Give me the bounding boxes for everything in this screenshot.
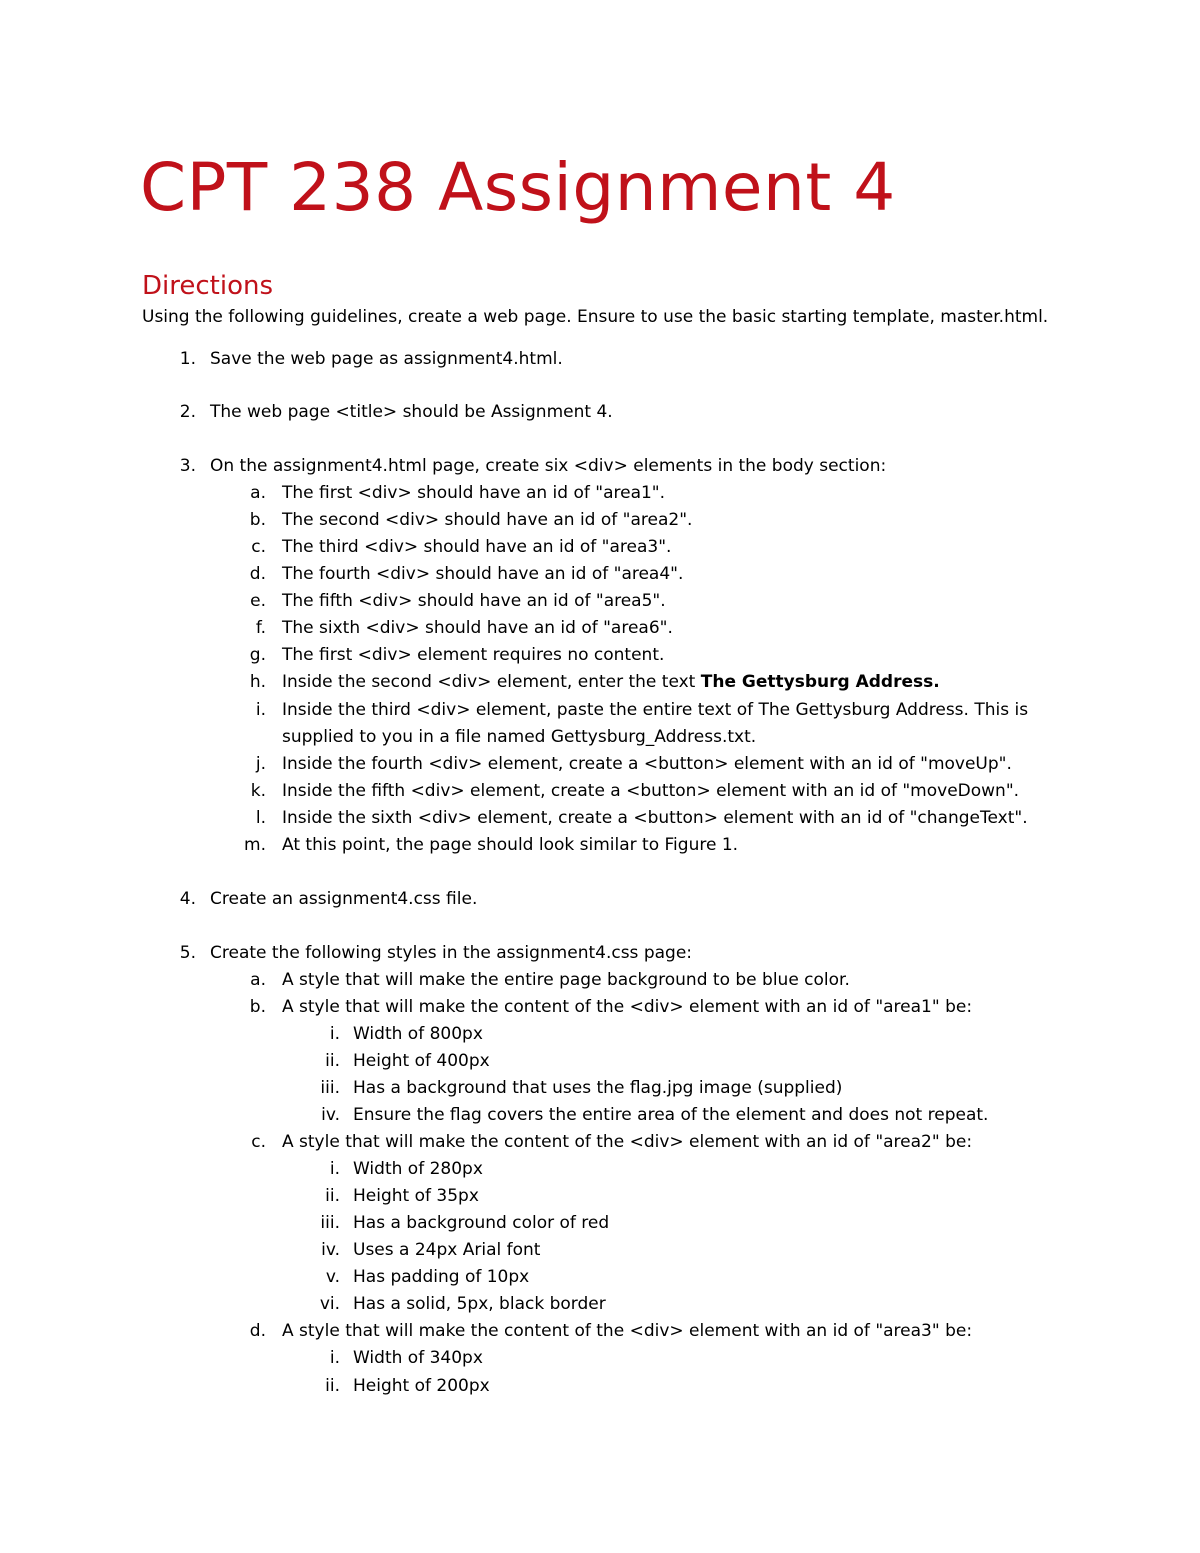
list-marker: a. bbox=[250, 970, 266, 990]
list-marker: h. bbox=[249, 672, 266, 692]
list-item: Height of 400px bbox=[353, 1051, 490, 1071]
list-marker: l. bbox=[255, 808, 266, 828]
list-item bbox=[282, 669, 940, 695]
list-item: Has padding of 10px bbox=[353, 1267, 530, 1287]
list-item-continuation: supplied to you in a file named Gettysburg_Address.txt. bbox=[282, 727, 757, 747]
item-text: Inside the second <div> element, enter the text bbox=[282, 672, 701, 692]
list-item: Inside the fifth <div> element, create a <button> element with an id of "moveDown". bbox=[282, 781, 1020, 801]
list-item: The third <div> should have an id of "area3". bbox=[282, 537, 672, 557]
list-marker: c. bbox=[251, 1132, 266, 1152]
list-item: A style that will make the entire page background to be blue color. bbox=[282, 970, 850, 990]
page-title: CPT 238 Assignment 4 bbox=[140, 149, 896, 226]
list-marker: iii. bbox=[320, 1213, 340, 1233]
list-marker: d. bbox=[249, 1321, 266, 1341]
list-item: The fifth <div> should have an id of "area5". bbox=[282, 591, 666, 611]
list-marker: i. bbox=[255, 700, 266, 720]
list-item: Inside the fourth <div> element, create a <button> element with an id of "moveUp". bbox=[282, 754, 1012, 774]
list-item: Create an assignment4.css file. bbox=[210, 889, 478, 909]
list-item: Has a background color of red bbox=[353, 1213, 610, 1233]
list-item: Height of 35px bbox=[353, 1186, 479, 1206]
list-item: Has a background that uses the flag.jpg image (supplied) bbox=[353, 1078, 843, 1098]
list-marker: d. bbox=[249, 564, 266, 584]
list-item: Ensure the flag covers the entire area of the element and does not repeat. bbox=[353, 1105, 989, 1125]
list-item: The sixth <div> should have an id of "area6". bbox=[282, 618, 673, 638]
list-item: A style that will make the content of the <div> element with an id of "area2" be: bbox=[282, 1132, 973, 1152]
list-marker: i. bbox=[329, 1159, 340, 1179]
list-item: The first <div> should have an id of "area1". bbox=[282, 483, 666, 503]
list-marker: iii. bbox=[320, 1078, 340, 1098]
list-item: Height of 200px bbox=[353, 1376, 490, 1396]
list-item: The fourth <div> should have an id of "area4". bbox=[282, 564, 684, 584]
list-item: A style that will make the content of the <div> element with an id of "area1" be: bbox=[282, 997, 973, 1017]
list-marker: iv. bbox=[321, 1240, 340, 1260]
list-marker: 5. bbox=[179, 943, 196, 963]
list-item: On the assignment4.html page, create six <div> elements in the body section: bbox=[210, 456, 887, 476]
list-item: Width of 280px bbox=[353, 1159, 483, 1179]
list-marker: ii. bbox=[325, 1186, 340, 1206]
list-item: The first <div> element requires no content. bbox=[282, 645, 665, 665]
list-marker: k. bbox=[250, 781, 266, 801]
list-item: Save the web page as assignment4.html. bbox=[210, 349, 563, 369]
list-marker: ii. bbox=[325, 1376, 340, 1396]
list-item: At this point, the page should look similar to Figure 1. bbox=[282, 835, 739, 855]
list-marker: b. bbox=[249, 510, 266, 530]
list-marker: m. bbox=[244, 835, 266, 855]
list-item: The second <div> should have an id of "area2". bbox=[282, 510, 693, 530]
list-marker: j. bbox=[255, 754, 266, 774]
list-marker: g. bbox=[249, 645, 266, 665]
section-heading: Directions bbox=[142, 271, 274, 301]
intro-paragraph: Using the following guidelines, create a web page. Ensure to use the basic starting template, master.html. bbox=[142, 307, 1049, 327]
list-item: Inside the sixth <div> element, create a <button> element with an id of "changeText". bbox=[282, 808, 1028, 828]
list-marker: i. bbox=[329, 1024, 340, 1044]
list-marker: 2. bbox=[179, 402, 196, 422]
list-marker: f. bbox=[255, 618, 266, 638]
list-item: A style that will make the content of the <div> element with an id of "area3" be: bbox=[282, 1321, 973, 1341]
bold-phrase: The Gettysburg Address. bbox=[700, 672, 940, 692]
list-marker: 1. bbox=[179, 349, 196, 369]
list-marker: 4. bbox=[179, 889, 196, 909]
list-item: Inside the third <div> element, paste the entire text of The Gettysburg Address. This is bbox=[282, 700, 1029, 720]
list-item: Width of 340px bbox=[353, 1348, 483, 1368]
list-item: The web page <title> should be Assignment 4. bbox=[210, 402, 613, 422]
list-item: Has a solid, 5px, black border bbox=[353, 1294, 606, 1314]
list-marker: vi. bbox=[319, 1294, 340, 1314]
list-marker: a. bbox=[250, 483, 266, 503]
list-marker: iv. bbox=[321, 1105, 340, 1125]
list-marker: 3. bbox=[179, 456, 196, 476]
list-marker: v. bbox=[325, 1267, 340, 1287]
list-item: Uses a 24px Arial font bbox=[353, 1240, 541, 1260]
list-marker: c. bbox=[251, 537, 266, 557]
list-item: Create the following styles in the assignment4.css page: bbox=[210, 943, 693, 963]
list-marker: ii. bbox=[325, 1051, 340, 1071]
list-marker: i. bbox=[329, 1348, 340, 1368]
list-marker: e. bbox=[250, 591, 266, 611]
list-item: Width of 800px bbox=[353, 1024, 483, 1044]
list-marker: b. bbox=[249, 997, 266, 1017]
